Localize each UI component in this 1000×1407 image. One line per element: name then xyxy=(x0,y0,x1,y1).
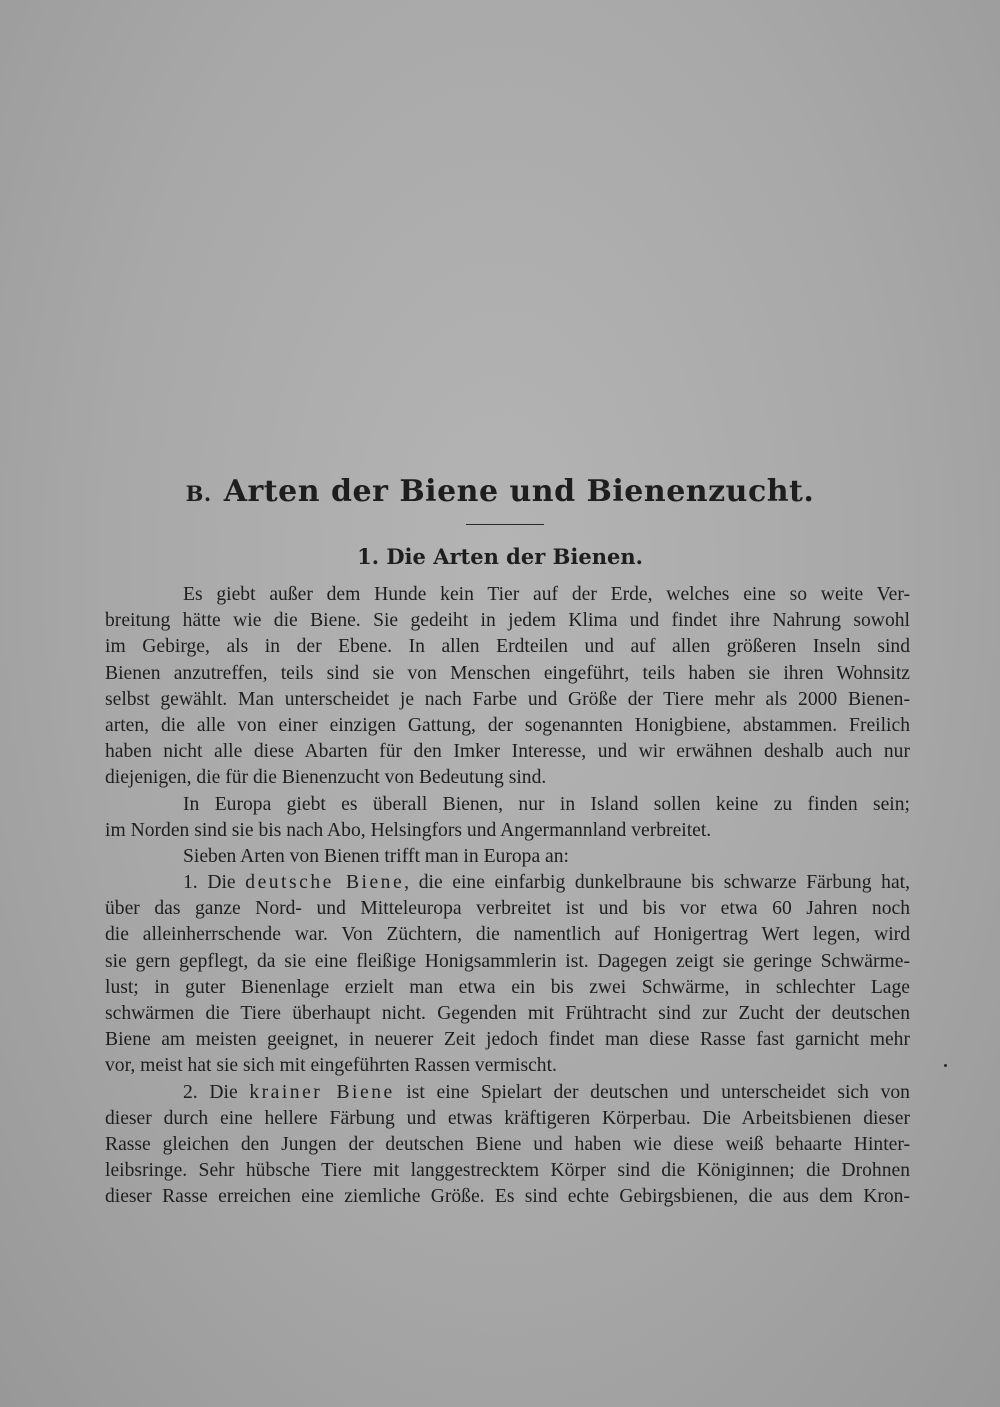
text-line: im Norden sind sie bis nach Abo, Helsingfors und Angermannland verbreitet. xyxy=(105,819,712,841)
text-line-lead: 2. Die xyxy=(183,1081,250,1103)
section-heading: 1. Die Arten der Bienen. xyxy=(357,544,643,569)
text-line: arten, die alle von einer einzigen Gattung, der sogenannten Honigbiene, abstammen. Freilich xyxy=(105,714,910,736)
text-line: haben nicht alle diese Abarten für den Imker Interesse, und wir erwähnen deshalb auch nur xyxy=(105,741,910,763)
text-line xyxy=(105,870,910,896)
margin-speck xyxy=(944,1064,947,1067)
text-line: schwärmen die Tiere überhaupt nicht. Gegenden mit Frühtracht sind zur Zucht der deutschen xyxy=(105,1003,910,1024)
text-line: sie gern gepflegt, da sie eine fleißige Honigsammlerin ist. Dagegen zeigt sie geringe Schwärme- xyxy=(105,950,910,972)
text-line: über das ganze Nord- und Mitteleuropa verbreitet ist und bis vor etwa 60 Jahren noch xyxy=(105,898,910,920)
text-line: selbst gewählt. Man unterscheidet je nach Farbe und Größe der Tiere mehr als 2000 Bienen- xyxy=(105,688,910,710)
text-line xyxy=(105,1080,910,1106)
text-line: diejenigen, die für die Bienenzucht von Bedeutung sind. xyxy=(105,767,547,789)
chapter-letter: B. xyxy=(185,481,212,506)
heading-divider xyxy=(466,524,544,525)
emphasized-term: krainer Biene xyxy=(249,1081,395,1103)
body-text xyxy=(105,582,910,1211)
text-line: vor, meist hat sie sich mit eingeführten Rassen vermischt. xyxy=(105,1055,557,1077)
text-line: Rasse gleichen den Jungen der deutschen Biene und haben wie diese weiß behaarte Hinter- xyxy=(105,1133,910,1155)
text-line: dieser Rasse erreichen eine ziemliche Größe. Es sind echte Gebirgsbienen, die aus dem Kron- xyxy=(105,1186,910,1208)
text-line: Bienen anzutreffen, teils sind sie von Menschen eingeführt, teils haben sie ihren Wohnsitz xyxy=(105,662,910,684)
chapter-title: Arten der Biene und Bienenzucht. xyxy=(223,474,815,509)
text-line: Biene am meisten geeignet, in neuerer Zeit jedoch findet man diese Rasse fast garnicht mehr xyxy=(105,1029,910,1051)
chapter-heading xyxy=(0,474,1000,509)
text-line: dieser durch eine hellere Färbung und etwas kräftigeren Körperbau. Die Arbeitsbienen dieser xyxy=(105,1107,910,1129)
text-line: Es giebt außer dem Hunde kein Tier auf der Erde, welches eine so weite Ver- xyxy=(183,584,910,605)
text-line: breitung hätte wie die Biene. Sie gedeiht in jedem Klima und findet ihre Nahrung sowohl xyxy=(105,610,910,632)
text-line-rest: ist eine Spielart der deutschen und unterscheidet sich von xyxy=(394,1081,910,1103)
text-line: lust; in guter Bienenlage erzielt man etwa ein bis zwei Schwärme, in schlechter Lage xyxy=(105,976,910,998)
text-line: die alleinherrschende war. Von Züchtern, die namentlich auf Honigertrag Wert legen, wird xyxy=(105,924,910,946)
text-line-rest: , die eine einfarbig dunkelbraune bis schwarze Färbung hat, xyxy=(404,872,910,894)
text-line-lead: 1. Die xyxy=(183,872,246,894)
text-line: im Gebirge, als in der Ebene. In allen Erdteilen und auf allen größeren Inseln sind xyxy=(105,636,910,658)
text-line: Sieben Arten von Bienen trifft man in Europa an: xyxy=(183,845,569,867)
text-line: In Europa giebt es überall Bienen, nur in Island sollen keine zu finden sein; xyxy=(183,793,910,815)
text-line: leibsringe. Sehr hübsche Tiere mit langgestrecktem Körper sind die Königinnen; die Drohnen xyxy=(105,1160,910,1182)
emphasized-term: deutsche Biene xyxy=(245,872,405,894)
